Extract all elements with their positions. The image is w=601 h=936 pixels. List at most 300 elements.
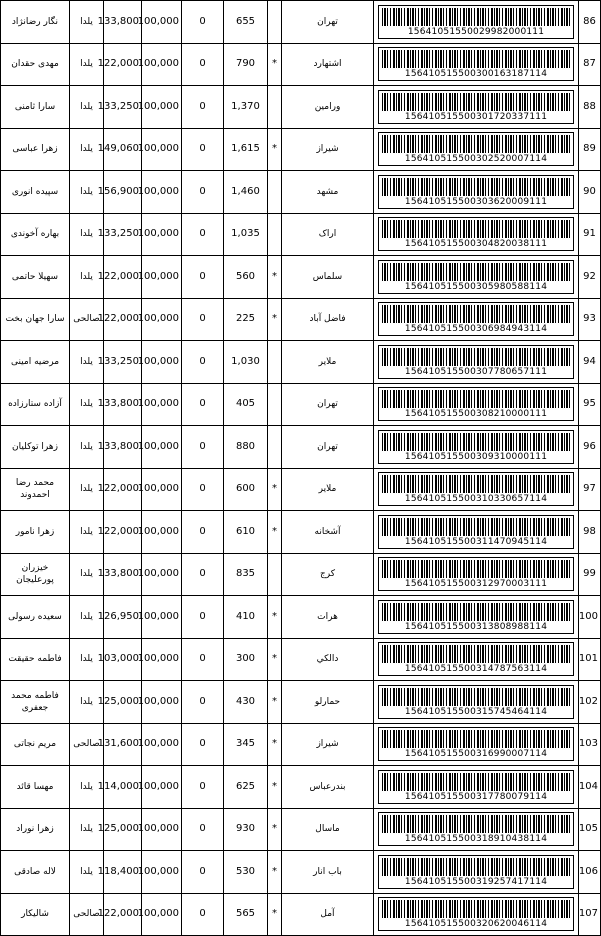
weight-cell: 1,615: [224, 128, 268, 171]
district-cell: یلدا: [70, 596, 104, 639]
table-row: [1, 511, 601, 554]
weight-cell: 405: [224, 383, 268, 426]
table-row: [1, 468, 601, 511]
district-cell: یلدا: [70, 171, 104, 214]
total-amount-cell: 125,000: [104, 808, 142, 851]
barcode-cell: [374, 426, 579, 469]
barcode-number: 156410515500314787563114: [404, 664, 548, 675]
star-mark: *: [268, 766, 282, 809]
row-index: 95: [579, 383, 601, 426]
city-cell: هرات: [282, 596, 374, 639]
zero-cell: 0: [182, 596, 224, 639]
star-mark: [268, 1, 282, 44]
total-amount-cell: 125,000: [104, 681, 142, 724]
star-mark: [268, 86, 282, 129]
barcode-cell: [374, 553, 579, 596]
barcode-bars: [382, 263, 570, 281]
total-amount-cell: 131,600: [104, 723, 142, 766]
barcode-bars: [382, 688, 570, 706]
city-cell: کرج: [282, 553, 374, 596]
barcode: [378, 175, 574, 209]
city-cell: تهران: [282, 383, 374, 426]
barcode-cell: [374, 86, 579, 129]
district-cell: یلدا: [70, 808, 104, 851]
barcode-number: 156410515500301720337111: [404, 111, 548, 122]
star-mark: [268, 426, 282, 469]
barcode-number: 156410515500308210000111: [404, 409, 548, 420]
total-amount-cell: 122,000: [104, 256, 142, 299]
city-cell: ماسال: [282, 808, 374, 851]
district-cell: یلدا: [70, 256, 104, 299]
star-mark: *: [268, 893, 282, 936]
base-amount-cell: 100,000: [142, 893, 182, 936]
total-amount-cell: 133,250: [104, 341, 142, 384]
weight-cell: 410: [224, 596, 268, 639]
barcode-cell: [374, 256, 579, 299]
star-mark: *: [268, 808, 282, 851]
row-index: 106: [579, 851, 601, 894]
barcode: [378, 770, 574, 804]
zero-cell: 0: [182, 171, 224, 214]
star-mark: *: [268, 723, 282, 766]
barcode-number: 156410515500304820038111: [404, 239, 548, 250]
city-cell: آشخانه: [282, 511, 374, 554]
city-cell: حمارلو: [282, 681, 374, 724]
zero-cell: 0: [182, 638, 224, 681]
barcode: [378, 600, 574, 634]
row-index: 94: [579, 341, 601, 384]
barcode-cell: [374, 808, 579, 851]
recipient-name: مهدی حقدان: [1, 43, 70, 86]
recipient-name: سپیده انوری: [1, 171, 70, 214]
table-row: [1, 256, 601, 299]
table-row: [1, 213, 601, 256]
zero-cell: 0: [182, 298, 224, 341]
barcode-number: 156410515500300163187114: [404, 69, 548, 80]
weight-cell: 300: [224, 638, 268, 681]
base-amount-cell: 100,000: [142, 43, 182, 86]
district-cell: یلدا: [70, 213, 104, 256]
barcode-number: 156410515500317780079114: [404, 791, 548, 802]
star-mark: [268, 383, 282, 426]
base-amount-cell: 100,000: [142, 553, 182, 596]
row-index: 104: [579, 766, 601, 809]
base-amount-cell: 100,000: [142, 341, 182, 384]
base-amount-cell: 100,000: [142, 298, 182, 341]
city-cell: بندرعباس: [282, 766, 374, 809]
recipient-name: مریم نجاتی: [1, 723, 70, 766]
barcode: [378, 855, 574, 889]
barcode-bars: [382, 135, 570, 153]
base-amount-cell: 100,000: [142, 681, 182, 724]
barcode-bars: [382, 603, 570, 621]
barcode: [378, 642, 574, 676]
base-amount-cell: 100,000: [142, 723, 182, 766]
district-cell: یلدا: [70, 341, 104, 384]
weight-cell: 600: [224, 468, 268, 511]
city-cell: باب انار: [282, 851, 374, 894]
barcode: [378, 217, 574, 251]
star-mark: [268, 213, 282, 256]
barcode: [378, 345, 574, 379]
recipient-name: نگار رضانژاد: [1, 1, 70, 44]
weight-cell: 565: [224, 893, 268, 936]
star-mark: *: [268, 468, 282, 511]
barcode-bars: [382, 858, 570, 876]
barcode-bars: [382, 220, 570, 238]
star-mark: *: [268, 596, 282, 639]
weight-cell: 790: [224, 43, 268, 86]
weight-cell: 345: [224, 723, 268, 766]
table-row: [1, 171, 601, 214]
row-index: 107: [579, 893, 601, 936]
recipient-name: بهاره آخوندی: [1, 213, 70, 256]
district-cell: یلدا: [70, 681, 104, 724]
zero-cell: 0: [182, 341, 224, 384]
total-amount-cell: 149,060: [104, 128, 142, 171]
barcode-cell: [374, 171, 579, 214]
district-cell: یلدا: [70, 638, 104, 681]
base-amount-cell: 100,000: [142, 171, 182, 214]
row-index: 88: [579, 86, 601, 129]
city-cell: تهران: [282, 1, 374, 44]
recipient-name: زهرا توکلیان: [1, 426, 70, 469]
table-row: [1, 426, 601, 469]
table-row: [1, 1, 601, 44]
barcode-bars: [382, 518, 570, 536]
district-cell: یلدا: [70, 128, 104, 171]
table-row: [1, 86, 601, 129]
barcode-bars: [382, 178, 570, 196]
row-index: 100: [579, 596, 601, 639]
zero-cell: 0: [182, 468, 224, 511]
district-cell: یلدا: [70, 86, 104, 129]
barcode: [378, 302, 574, 336]
star-mark: *: [268, 256, 282, 299]
star-mark: [268, 341, 282, 384]
row-index: 105: [579, 808, 601, 851]
star-mark: [268, 171, 282, 214]
base-amount-cell: 100,000: [142, 638, 182, 681]
star-mark: *: [268, 128, 282, 171]
barcode-bars: [382, 560, 570, 578]
total-amount-cell: 126,950: [104, 596, 142, 639]
barcode-cell: [374, 596, 579, 639]
barcode: [378, 260, 574, 294]
recipient-name: مرضیه امینی: [1, 341, 70, 384]
weight-cell: 225: [224, 298, 268, 341]
base-amount-cell: 100,000: [142, 128, 182, 171]
barcode-number: 156410515500310330657114: [404, 494, 548, 505]
barcode-number: 156410515500302520007114: [404, 154, 548, 165]
district-cell: یلدا: [70, 426, 104, 469]
city-cell: اراک: [282, 213, 374, 256]
base-amount-cell: 100,000: [142, 213, 182, 256]
zero-cell: 0: [182, 86, 224, 129]
barcode-cell: [374, 681, 579, 724]
barcode: [378, 812, 574, 846]
recipient-name: سهیلا حاتمی: [1, 256, 70, 299]
zero-cell: 0: [182, 1, 224, 44]
zero-cell: 0: [182, 256, 224, 299]
table-row: [1, 723, 601, 766]
barcode-cell: [374, 298, 579, 341]
city-cell: ملایر: [282, 341, 374, 384]
zero-cell: 0: [182, 426, 224, 469]
row-index: 97: [579, 468, 601, 511]
city-cell: دالکي: [282, 638, 374, 681]
barcode-cell: [374, 468, 579, 511]
city-cell: فاضل آباد: [282, 298, 374, 341]
weight-cell: 610: [224, 511, 268, 554]
weight-cell: 430: [224, 681, 268, 724]
recipient-name: لاله صادقی: [1, 851, 70, 894]
zero-cell: 0: [182, 43, 224, 86]
weight-cell: 880: [224, 426, 268, 469]
district-cell: یلدا: [70, 383, 104, 426]
barcode-bars: [382, 390, 570, 408]
row-index: 86: [579, 1, 601, 44]
recipient-name: مهسا قائد: [1, 766, 70, 809]
base-amount-cell: 100,000: [142, 511, 182, 554]
barcode-cell: [374, 851, 579, 894]
barcode-bars: [382, 730, 570, 748]
total-amount-cell: 122,000: [104, 468, 142, 511]
barcode-number: 156410515500318910438114: [404, 834, 548, 845]
zero-cell: 0: [182, 511, 224, 554]
barcode: [378, 47, 574, 81]
recipient-name: سارا جهان بخت: [1, 298, 70, 341]
barcode-cell: [374, 511, 579, 554]
barcode: [378, 897, 574, 931]
barcode-number: 156410515500316990007114: [404, 749, 548, 760]
barcode-cell: [374, 128, 579, 171]
weight-cell: 560: [224, 256, 268, 299]
barcode: [378, 727, 574, 761]
barcode-bars: [382, 433, 570, 451]
recipient-name: خیزران پورعلیجان: [1, 553, 70, 596]
barcode-bars: [382, 305, 570, 323]
recipient-name: آزاده ستارزاده: [1, 383, 70, 426]
barcode-bars: [382, 645, 570, 663]
weight-cell: 1,035: [224, 213, 268, 256]
total-amount-cell: 122,000: [104, 893, 142, 936]
row-index: 102: [579, 681, 601, 724]
table-row: [1, 128, 601, 171]
zero-cell: 0: [182, 553, 224, 596]
table-row: [1, 341, 601, 384]
recipient-name: سعیده رسولی: [1, 596, 70, 639]
barcode-cell: [374, 383, 579, 426]
weight-cell: 1,370: [224, 86, 268, 129]
district-cell: صالحی: [70, 723, 104, 766]
barcode: [378, 515, 574, 549]
recipient-name: فاطمه محمد جعفری: [1, 681, 70, 724]
district-cell: یلدا: [70, 43, 104, 86]
barcode-number: 156410515500313808988114: [404, 621, 548, 632]
table-row: [1, 43, 601, 86]
row-index: 99: [579, 553, 601, 596]
zero-cell: 0: [182, 766, 224, 809]
star-mark: *: [268, 511, 282, 554]
weight-cell: 625: [224, 766, 268, 809]
recipient-name: سارا ثامنی: [1, 86, 70, 129]
zero-cell: 0: [182, 808, 224, 851]
total-amount-cell: 133,800: [104, 426, 142, 469]
city-cell: آمل: [282, 893, 374, 936]
barcode-number: 156410515500312970003111: [404, 579, 548, 590]
base-amount-cell: 100,000: [142, 596, 182, 639]
barcode-bars: [382, 348, 570, 366]
barcode-bars: [382, 8, 570, 26]
barcode-bars: [382, 475, 570, 493]
city-cell: شیراز: [282, 128, 374, 171]
city-cell: ورامین: [282, 86, 374, 129]
total-amount-cell: 122,000: [104, 43, 142, 86]
total-amount-cell: 103,000: [104, 638, 142, 681]
district-cell: یلدا: [70, 511, 104, 554]
total-amount-cell: 118,400: [104, 851, 142, 894]
table-row: [1, 766, 601, 809]
recipient-name: شالیکار: [1, 893, 70, 936]
recipient-name: زهرا عباسی: [1, 128, 70, 171]
barcode-cell: [374, 638, 579, 681]
row-index: 90: [579, 171, 601, 214]
barcode: [378, 387, 574, 421]
weight-cell: 1,030: [224, 341, 268, 384]
zero-cell: 0: [182, 128, 224, 171]
total-amount-cell: 133,250: [104, 213, 142, 256]
barcode-number: 156410515500315745464114: [404, 706, 548, 717]
row-index: 98: [579, 511, 601, 554]
base-amount-cell: 100,000: [142, 808, 182, 851]
barcode-number: 156410515500311470945114: [404, 536, 548, 547]
city-cell: اشتهارد: [282, 43, 374, 86]
zero-cell: 0: [182, 383, 224, 426]
base-amount-cell: 100,000: [142, 86, 182, 129]
barcode-number: 156410515500305980588114: [404, 281, 548, 292]
barcode-bars: [382, 815, 570, 833]
city-cell: ملایر: [282, 468, 374, 511]
barcode: [378, 430, 574, 464]
base-amount-cell: 100,000: [142, 426, 182, 469]
barcode-cell: [374, 213, 579, 256]
barcode-cell: [374, 893, 579, 936]
zero-cell: 0: [182, 213, 224, 256]
district-cell: یلدا: [70, 1, 104, 44]
table-row: [1, 596, 601, 639]
barcode-bars: [382, 93, 570, 111]
base-amount-cell: 100,000: [142, 383, 182, 426]
barcode-cell: [374, 1, 579, 44]
star-mark: *: [268, 298, 282, 341]
row-index: 92: [579, 256, 601, 299]
star-mark: *: [268, 638, 282, 681]
row-index: 101: [579, 638, 601, 681]
zero-cell: 0: [182, 851, 224, 894]
table-row: [1, 681, 601, 724]
weight-cell: 1,460: [224, 171, 268, 214]
table-row: [1, 553, 601, 596]
base-amount-cell: 100,000: [142, 468, 182, 511]
row-index: 89: [579, 128, 601, 171]
total-amount-cell: 133,800: [104, 383, 142, 426]
row-index: 96: [579, 426, 601, 469]
city-cell: مشهد: [282, 171, 374, 214]
city-cell: سلماس: [282, 256, 374, 299]
barcode-number: 156410515500319257417114: [404, 876, 548, 887]
barcode: [378, 5, 574, 39]
star-mark: [268, 553, 282, 596]
barcode-number: 15641051550029982000111: [407, 26, 545, 37]
zero-cell: 0: [182, 681, 224, 724]
barcode: [378, 472, 574, 506]
row-index: 87: [579, 43, 601, 86]
star-mark: *: [268, 851, 282, 894]
zero-cell: 0: [182, 723, 224, 766]
barcode-bars: [382, 50, 570, 68]
total-amount-cell: 114,000: [104, 766, 142, 809]
total-amount-cell: 122,000: [104, 298, 142, 341]
table-row: [1, 893, 601, 936]
city-cell: شیراز: [282, 723, 374, 766]
total-amount-cell: 133,250: [104, 86, 142, 129]
base-amount-cell: 100,000: [142, 851, 182, 894]
district-cell: یلدا: [70, 766, 104, 809]
barcode: [378, 685, 574, 719]
weight-cell: 655: [224, 1, 268, 44]
city-cell: تهران: [282, 426, 374, 469]
table-row: [1, 638, 601, 681]
recipient-name: فاطمه حقیقت: [1, 638, 70, 681]
barcode-bars: [382, 900, 570, 918]
barcode-cell: [374, 43, 579, 86]
total-amount-cell: 133,800: [104, 553, 142, 596]
barcode: [378, 557, 574, 591]
weight-cell: 930: [224, 808, 268, 851]
barcode-number: 156410515500303620009111: [404, 196, 548, 207]
district-cell: یلدا: [70, 468, 104, 511]
zero-cell: 0: [182, 893, 224, 936]
barcode-number: 156410515500320620046114: [404, 919, 548, 930]
weight-cell: 530: [224, 851, 268, 894]
row-index: 91: [579, 213, 601, 256]
district-cell: صالحی: [70, 298, 104, 341]
base-amount-cell: 100,000: [142, 1, 182, 44]
barcode-cell: [374, 341, 579, 384]
base-amount-cell: 100,000: [142, 256, 182, 299]
barcode-cell: [374, 723, 579, 766]
recipient-name: محمد رضا احمدوند: [1, 468, 70, 511]
weight-cell: 835: [224, 553, 268, 596]
barcode-number: 156410515500309310000111: [404, 451, 548, 462]
barcode-number: 156410515500306984943114: [404, 324, 548, 335]
barcode: [378, 132, 574, 166]
barcode-cell: [374, 766, 579, 809]
recipient-name: زهرا نوراد: [1, 808, 70, 851]
base-amount-cell: 100,000: [142, 766, 182, 809]
row-index: 93: [579, 298, 601, 341]
barcode: [378, 90, 574, 124]
table-row: [1, 808, 601, 851]
total-amount-cell: 156,900: [104, 171, 142, 214]
total-amount-cell: 122,000: [104, 511, 142, 554]
recipient-name: زهرا نامور: [1, 511, 70, 554]
star-mark: *: [268, 43, 282, 86]
table-row: [1, 383, 601, 426]
district-cell: صالحی: [70, 893, 104, 936]
star-mark: *: [268, 681, 282, 724]
